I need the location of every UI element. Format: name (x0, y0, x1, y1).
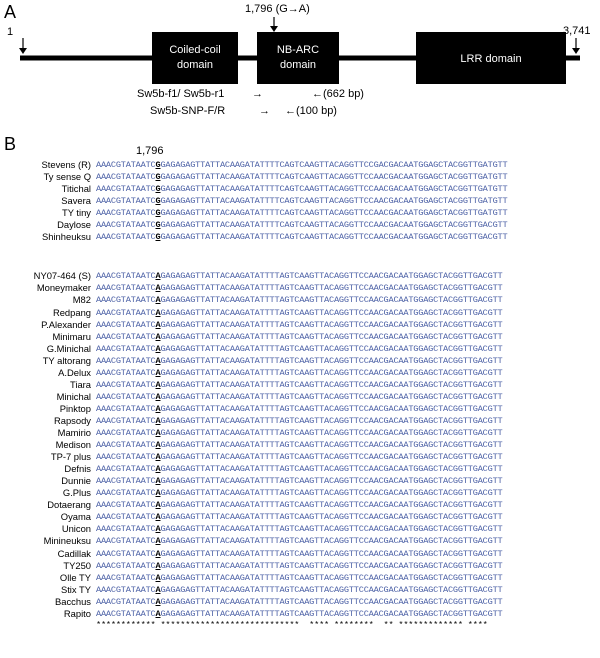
alignment-row (0, 560, 600, 572)
sequence-suffix: GAGAGAGTTATTACAAGATATTTTAGTCAAGTTACAGGTTCCAACGACAATGGAGCTACGGTTGACGTT (160, 319, 503, 330)
cultivar-name: Minimaru (52, 330, 91, 342)
sequence-suffix: GAGAGAGTTATTACAAGATATTTTAGTCAAGTTACAGGTTCCAACGACAATGGAGCTACGGTTGACGTT (160, 500, 503, 511)
sequence-prefix: AAACGTATAATC (96, 283, 156, 294)
snp-base: A (155, 536, 161, 547)
sequence-prefix: AAACGTATAATC (96, 307, 156, 318)
sequence-suffix: GAGAGAGTTATTACAAGATATTTTCAGTCAAGTTACAGGTTCCAACGACAATGGAGCTACGGTTGATGTT (160, 172, 508, 183)
snp-arrow-head (270, 26, 278, 32)
sequence (96, 183, 507, 195)
primer-pair2-product: ←(100 bp) (285, 105, 337, 117)
sequence-prefix: AAACGTATAATC (96, 536, 156, 547)
sequence-prefix: AAACGTATAATC (96, 319, 156, 330)
alignment-row (0, 307, 600, 319)
sequence (96, 499, 503, 511)
alignment-row (0, 219, 600, 231)
snp-base: A (155, 512, 161, 523)
snp-base: A (155, 355, 161, 366)
sequence (96, 415, 503, 427)
alignment-row (0, 463, 600, 475)
sequence-prefix: AAACGTATAATC (96, 271, 156, 282)
cultivar-name: Rapsody (53, 414, 91, 426)
sequence-prefix: AAACGTATAATC (96, 560, 156, 571)
sequence (96, 439, 503, 451)
sequence-prefix: AAACGTATAATC (96, 367, 156, 378)
cultivar-name: Medison (55, 439, 91, 451)
snp-base: A (155, 500, 161, 511)
alignment-row (0, 270, 600, 282)
sequence (96, 475, 503, 487)
cultivar-name: TY altorang (42, 354, 91, 366)
sequence-prefix: AAACGTATAATC (96, 379, 156, 390)
alignment-row (0, 367, 600, 379)
snp-base: A (155, 428, 161, 438)
snp-base: A (155, 440, 161, 451)
cultivar-name: Shinheuksu (42, 231, 91, 243)
cultivar-name: Moneymaker (36, 282, 91, 294)
sequence (96, 207, 507, 219)
sequence-suffix: GAGAGAGTTATTACAAGATATTTTAGTCAAGTTACAGGTTCCAACGACAATGGAGCTACGGTTGACGTT (160, 572, 503, 583)
cultivar-name: NY07-464 (S) (33, 270, 91, 282)
snp-base: A (155, 608, 161, 619)
cultivar-name: Pinktop (59, 402, 91, 414)
alignment-row (0, 584, 600, 596)
sequence-prefix: AAACGTATAATC (96, 391, 156, 402)
sequence-prefix: AAACGTATAATC (96, 403, 156, 414)
coiled-coil-domain-box (152, 32, 238, 84)
cultivar-name: Savera (61, 195, 91, 207)
alignment-row (0, 171, 600, 183)
sequence (96, 487, 503, 499)
cultivar-name: Dotaerang (47, 499, 91, 511)
coiled-coil-label-line2: domain (176, 59, 214, 71)
cultivar-name: Stix TY (60, 583, 91, 595)
cultivar-name: Redpang (52, 306, 91, 318)
sequence-prefix: AAACGTATAATC (96, 220, 156, 231)
snp-base: A (155, 572, 161, 583)
primer-pair1-forward-arrow: → (252, 88, 263, 100)
sequence-suffix: GAGAGAGTTATTACAAGATATTTTAGTCAAGTTACAGGTTCCAACGACAATGGAGCTACGGTTGACGTT (160, 307, 503, 318)
coiled-coil-label-line1: Coiled-coil (169, 44, 221, 56)
sequence-prefix: AAACGTATAATC (96, 172, 156, 183)
sequence-suffix: GAGAGAGTTATTACAAGATATTTTAGTCAAGTTACAGGTTCCAACGACAATGGAGCTACGGTTGACGTT (160, 379, 503, 390)
nb-arc-label-line1: NB-ARC (276, 44, 320, 56)
sequence (96, 367, 503, 379)
alignment-row (0, 355, 600, 367)
alignment-row (0, 523, 600, 535)
cultivar-name: Daylose (57, 219, 91, 231)
conservation-line: ************ **************************** **** ******** ** ************* **** (96, 619, 488, 630)
snp-base: A (155, 452, 161, 463)
cultivar-name: TY250 (63, 559, 91, 571)
alignment-row (0, 231, 600, 243)
alignment-row (0, 451, 600, 463)
alignment-row (0, 572, 600, 584)
sequence (96, 159, 507, 171)
sequence (96, 219, 507, 231)
sequence (96, 231, 507, 243)
cultivar-name: Ty sense Q (43, 171, 91, 183)
sequence-prefix: AAACGTATAATC (96, 476, 156, 487)
alignment-row (0, 499, 600, 511)
sequence-suffix: GAGAGAGTTATTACAAGATATTTTCAGTCAAGTTACAGGTTCCAACGACAATGGAGCTACGGTTGATGTT (160, 184, 508, 195)
alignment-row (0, 487, 600, 499)
sequence-suffix: GAGAGAGTTATTACAAGATATTTTAGTCAAGTTACAGGTTCCAACGACAATGGAGCTACGGTTGACGTT (160, 271, 503, 282)
cultivar-name: Mamirio (57, 427, 91, 438)
snp-base: A (155, 379, 161, 390)
cultivar-name: P.Alexander (41, 318, 91, 330)
cultivar-name: G.Minichal (46, 342, 91, 354)
sequence (96, 511, 503, 523)
cultivar-name: Titichal (61, 183, 91, 195)
snp-base: A (155, 415, 161, 426)
cultivar-name: Bacchus (55, 595, 91, 607)
alignment-row (0, 403, 600, 415)
sequence (96, 307, 503, 319)
sequence-suffix: GAGAGAGTTATTACAAGATATTTTAGTCAAGTTACAGGTTCCAACGACAATGGAGCTACGGTTGACGTT (160, 367, 503, 378)
sequence-suffix: GAGAGAGTTATTACAAGATATTTTAGTCAAGTTACAGGTTCCAACGACAATGGAGCTACGGTTGACGTT (160, 596, 503, 607)
sequence-suffix: GAGAGAGTTATTACAAGATATTTTAGTCAAGTTACAGGTTCCAACGACAATGGAGCTACGGTTGACGTT (160, 524, 503, 535)
sequence-suffix: GAGAGAGTTATTACAAGATATTTTCAGTCAAGTTACAGGTTCCAACGACAATGGAGCTACGGTTGATGTT (160, 196, 508, 207)
sequence-suffix: GAGAGAGTTATTACAAGATATTTTCAGTCAAGTTACAGGTTCCAACGACAATGGAGCTACGGTTGACGTT (160, 232, 508, 243)
snp-base: A (155, 367, 161, 378)
sequence-prefix: AAACGTATAATC (96, 428, 156, 438)
sequence-suffix: GAGAGAGTTATTACAAGATATTTTAGTCAAGTTACAGGTTCCAACGACAATGGAGCTACGGTTGACGTT (160, 476, 503, 487)
sequence-prefix: AAACGTATAATC (96, 596, 156, 607)
snp-base: G (155, 208, 161, 219)
snp-base: A (155, 343, 161, 354)
cultivar-name: Minineuksu (43, 535, 91, 547)
snp-position-label: 1,796 (136, 145, 164, 157)
primer-pair2-label: Sw5b-SNP-F/R (150, 105, 226, 117)
sequence-suffix: GAGAGAGTTATTACAAGATATTTTAGTCAAGTTACAGGTTCCAACGACAATGGAGCTACGGTTGACGTT (160, 391, 503, 402)
sequence-suffix: GAGAGAGTTATTACAAGATATTTTAGTCAAGTTACAGGTTCCAACGACAATGGAGCTACGGTTGACGTT (160, 331, 503, 342)
sequence (96, 451, 503, 463)
snp-base: A (155, 596, 161, 607)
sequence-suffix: GAGAGAGTTATTACAAGATATTTTAGTCAAGTTACAGGTTCCAACGACAATGGAGCTACGGTTGACGTT (160, 512, 503, 523)
sequence-prefix: AAACGTATAATC (96, 524, 156, 535)
sequence (96, 548, 503, 560)
sequence (96, 523, 503, 535)
sequence-suffix: GAGAGAGTTATTACAAGATATTTTAGTCAAGTTACAGGTTCCAACGACAATGGAGCTACGGTTGACGTT (160, 428, 503, 438)
alignment-row (0, 207, 600, 219)
sequence-suffix: GAGAGAGTTATTACAAGATATTTTAGTCAAGTTACAGGTTCCAACGACAATGGAGCTACGGTTGACGTT (160, 343, 503, 354)
primer-pair2-forward-arrow: → (259, 105, 270, 117)
sequence-prefix: AAACGTATAATC (96, 355, 156, 366)
sequence-prefix: AAACGTATAATC (96, 160, 156, 170)
snp-base: A (155, 391, 161, 402)
sequence (96, 572, 503, 584)
sequence-prefix: AAACGTATAATC (96, 608, 156, 619)
sequence-prefix: AAACGTATAATC (96, 208, 156, 219)
sequence-suffix: GAGAGAGTTATTACAAGATATTTTCAGTCAAGTTACAGGTTCCGACGACAATGGAGCTACGGTTGATGTT (160, 160, 508, 170)
cultivar-name: Oyama (60, 511, 91, 523)
sequence-prefix: AAACGTATAATC (96, 452, 156, 463)
sequence-prefix: AAACGTATAATC (96, 184, 156, 195)
sequence (96, 195, 507, 207)
cultivar-name: TP-7 plus (50, 451, 91, 463)
sequence-prefix: AAACGTATAATC (96, 343, 156, 354)
alignment-row (0, 427, 600, 439)
cultivar-name: Olle TY (59, 571, 91, 583)
panel-b-label: B (4, 134, 17, 154)
alignment-row (0, 183, 600, 195)
alignment-row (0, 415, 600, 427)
end-position-label: 3,741 (563, 25, 591, 37)
panel-a-label: A (4, 2, 17, 22)
sequence-suffix: GAGAGAGTTATTACAAGATATTTTAGTCAAGTTACAGGTTCCAACGACAATGGAGCTACGGTTGACGTT (160, 295, 503, 306)
sequence (96, 427, 503, 439)
sequence (96, 270, 503, 282)
sequence-prefix: AAACGTATAATC (96, 584, 156, 595)
snp-base: A (155, 319, 161, 330)
sequence-suffix: GAGAGAGTTATTACAAGATATTTTAGTCAAGTTACAGGTTCCAACGACAATGGAGCTACGGTTGACGTT (160, 560, 503, 571)
sequence (96, 535, 503, 547)
cultivar-name: Cadillak (57, 547, 91, 559)
sequence-prefix: AAACGTATAATC (96, 232, 156, 243)
snp-base: A (155, 295, 161, 306)
sequence-prefix: AAACGTATAATC (96, 331, 156, 342)
sequence-prefix: AAACGTATAATC (96, 464, 156, 475)
sequence-suffix: GAGAGAGTTATTACAAGATATTTTAGTCAAGTTACAGGTTCCAACGACAATGGAGCTACGGTTGACGTT (160, 548, 503, 559)
sequence (96, 560, 503, 572)
cultivar-name: A.Delux (58, 366, 91, 378)
alignment-row (0, 535, 600, 547)
lrr-label: LRR domain (460, 53, 522, 65)
cultivar-name: Unicon (61, 523, 91, 535)
primer-pair1-product: ←(662 bp) (312, 88, 364, 100)
sequence-suffix: GAGAGAGTTATTACAAGATATTTTAGTCAAGTTACAGGTTCCAACGACAATGGAGCTACGGTTGACGTT (160, 584, 503, 595)
snp-base: A (155, 271, 161, 282)
cultivar-name: Rapito (63, 607, 91, 619)
sequence-suffix: GAGAGAGTTATTACAAGATATTTTAGTCAAGTTACAGGTTCCAACGACAATGGAGCTACGGTTGACGTT (160, 440, 503, 451)
sequence-suffix: GAGAGAGTTATTACAAGATATTTTCAGTCAAGTTACAGGTTCCAACGACAATGGAGCTACGGTTGACGTT (160, 220, 508, 231)
snp-base: A (155, 464, 161, 475)
cultivar-name: M82 (72, 294, 91, 306)
sequence-prefix: AAACGTATAATC (96, 488, 156, 499)
snp-base: G (155, 184, 161, 195)
snp-base: A (155, 560, 161, 571)
end-arrow-head (572, 48, 580, 54)
nb-arc-domain-box (257, 32, 339, 84)
start-position-label: 1 (7, 26, 14, 38)
cultivar-name: TY tiny (61, 207, 91, 219)
sequence-prefix: AAACGTATAATC (96, 415, 156, 426)
sequence (96, 379, 503, 391)
sequence-prefix: AAACGTATAATC (96, 548, 156, 559)
sequence-prefix: AAACGTATAATC (96, 295, 156, 306)
sequence-prefix: AAACGTATAATC (96, 196, 156, 207)
sequence-suffix: GAGAGAGTTATTACAAGATATTTTAGTCAAGTTACAGGTTCCAACGACAATGGAGCTACGGTTGACGTT (160, 464, 503, 475)
sequence (96, 391, 503, 403)
cultivar-name: Minichal (56, 390, 91, 402)
snp-base: A (155, 548, 161, 559)
snp-base: G (155, 172, 161, 183)
cultivar-name: Stevens (R) (41, 159, 91, 170)
sequence (96, 463, 503, 475)
start-arrow-head (19, 48, 27, 54)
alignment-row (0, 548, 600, 560)
alignment-row (0, 439, 600, 451)
alignment-row (0, 475, 600, 487)
sequence-suffix: GAGAGAGTTATTACAAGATATTTTAGTCAAGTTACAGGTTCCAACGACAATGGAGCTACGGTTGACGTT (160, 283, 503, 294)
snp-base: G (155, 220, 161, 231)
sequence-suffix: GAGAGAGTTATTACAAGATATTTTAGTCAAGTTACAGGTTCCAACGACAATGGAGCTACGGTTGACGTT (160, 452, 503, 463)
sequence-suffix: GAGAGAGTTATTACAAGATATTTTAGTCAAGTTACAGGTTCCAACGACAATGGAGCTACGGTTGACGTT (160, 488, 503, 499)
sequence-prefix: AAACGTATAATC (96, 440, 156, 451)
alignment-row (0, 331, 600, 343)
primer-pair1-label: Sw5b-f1/ Sw5b-r1 (137, 88, 225, 100)
sequence (96, 282, 503, 294)
sequence-prefix: AAACGTATAATC (96, 512, 156, 523)
sequence-suffix: GAGAGAGTTATTACAAGATATTTTAGTCAAGTTACAGGTTCCAACGACAATGGAGCTACGGTTGACGTT (160, 415, 503, 426)
sequence (96, 294, 503, 306)
alignment-row (0, 391, 600, 403)
snp-base: G (155, 196, 161, 207)
alignment-row (0, 511, 600, 523)
cultivar-name: G.Plus (62, 487, 91, 499)
snp-base: A (155, 331, 161, 342)
alignment-row (0, 282, 600, 294)
alignment-row (0, 343, 600, 355)
sequence-suffix: GAGAGAGTTATTACAAGATATTTTAGTCAAGTTACAGGTTCCAACGACAATGGAGCTACGGTTGACGTT (160, 355, 503, 366)
cultivar-name: Dunnie (61, 475, 91, 487)
sequence (96, 584, 503, 596)
snp-base: A (155, 283, 161, 294)
snp-base: A (155, 584, 161, 595)
sequence-suffix: GAGAGAGTTATTACAAGATATTTTAGTCAAGTTACAGGTTCCAACGACAATGGAGCTACGGTTGACGTT (160, 403, 503, 414)
snp-base: A (155, 488, 161, 499)
sequence-suffix: GAGAGAGTTATTACAAGATATTTTAGTCAAGTTACAGGTTCCAACGACAATGGAGCTACGGTTGACGTT (160, 536, 503, 547)
snp-base: A (155, 476, 161, 487)
snp-base: A (155, 524, 161, 535)
sequence (96, 171, 507, 183)
snp-base: A (155, 403, 161, 414)
sequence-suffix: GAGAGAGTTATTACAAGATATTTTCAGTCAAGTTACAGGTTCCAACGACAATGGAGCTACGGTTGATGTT (160, 208, 508, 219)
sequence (96, 319, 503, 331)
gene-structure-diagram (0, 0, 600, 140)
alignment-row (0, 195, 600, 207)
sequence (96, 331, 503, 343)
alignment-row (0, 294, 600, 306)
cultivar-name: Tiara (69, 378, 91, 390)
snp-label: 1,796 (G→A) (245, 3, 310, 15)
cultivar-name: Defnis (64, 463, 91, 475)
alignment-row (0, 379, 600, 391)
alignment-row (0, 159, 600, 171)
nb-arc-label-line2: domain (279, 59, 317, 71)
sequence (96, 355, 503, 367)
snp-base: G (155, 232, 161, 243)
sequence (96, 343, 503, 355)
sequence (96, 596, 503, 608)
snp-base: A (155, 307, 161, 318)
sequence-prefix: AAACGTATAATC (96, 500, 156, 511)
sequence-prefix: AAACGTATAATC (96, 572, 156, 583)
sequence (96, 403, 503, 415)
alignment-row (0, 596, 600, 608)
alignment-row (0, 319, 600, 331)
sequence-suffix: GAGAGAGTTATTACAAGATATTTTAGTCAAGTTACAGGTTCCAACGACAATGGAGCTACGGTTGACGTT (160, 608, 503, 619)
snp-base: G (155, 160, 161, 170)
